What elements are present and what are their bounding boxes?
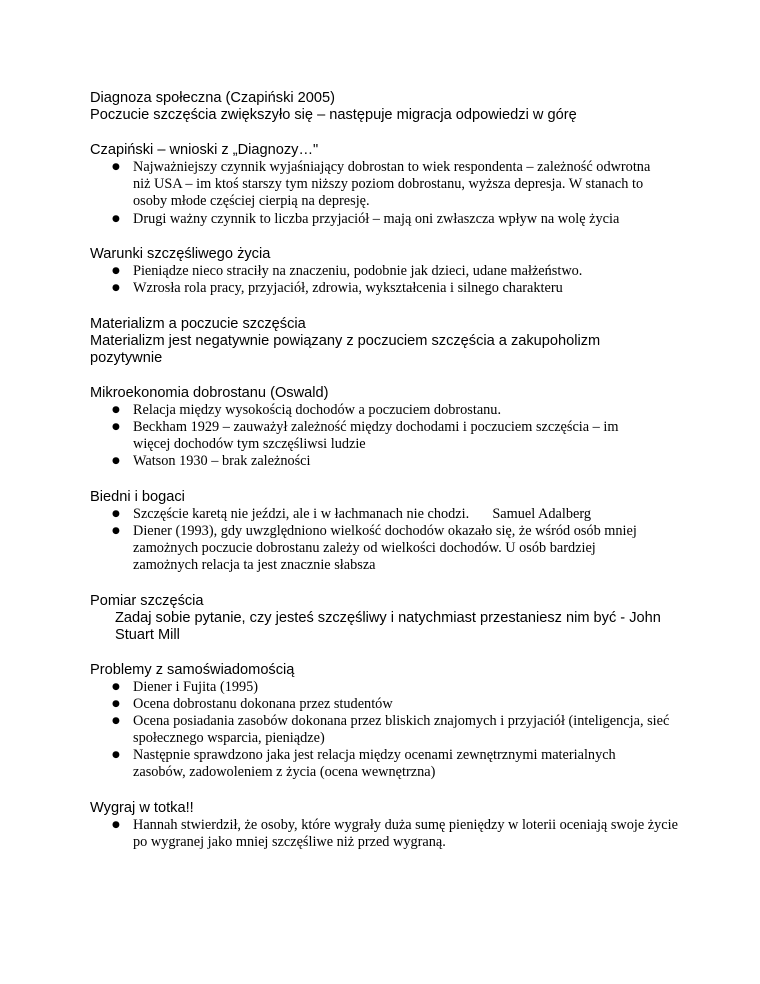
heading-line: Poczucie szczęścia zwiększyło się – następuje migracja odpowiedzi w górę	[90, 107, 577, 123]
section-heading-warunki	[90, 246, 670, 263]
list-item: ● Diener i Fujita (1995)	[133, 679, 678, 696]
heading-line: Materializm a poczucie szczęścia	[90, 316, 306, 332]
heading-line: Diagnoza społeczna (Czapiński 2005)	[90, 90, 335, 106]
list-item: ● Najważniejszy czynnik wyjaśniający dobrostan to wiek respondenta – zależność odwrotna niż USA – im ktoś starszy tym niższy poziom dobrostanu, wyższa depresja. W stanach to osoby młode częściej cierpią na depresję.	[133, 159, 653, 210]
list-item: ● Następnie sprawdzono jaka jest relacja między ocenami zewnętrznymi materialnych zasobów, zadowoleniem z życia (ocena wewnętrzna)	[133, 747, 653, 781]
heading-line: Problemy z samoświadomością	[90, 662, 295, 678]
list-item: ● Wzrosła rola pracy, przyjaciół, zdrowia, wykształcenia i silnego charakteru	[133, 280, 678, 297]
list-item: ● Drugi ważny czynnik to liczba przyjaciół – mają oni zwłaszcza wpływ na wolę życia	[133, 211, 678, 228]
list-item	[133, 506, 678, 523]
quote-text: Szczęście karetą nie jeździ, ale i w łachmanach nie chodzi.	[133, 506, 470, 522]
section-heading-biedni	[90, 489, 670, 506]
list-item: ● Ocena posiadania zasobów dokonana przez bliskich znajomych i przyjaciół (inteligencja, sieć społecznego wsparcia, pieniądze)	[133, 713, 678, 747]
section-heading-czapinski	[90, 142, 670, 159]
quote-author: Samuel Adalberg	[492, 506, 591, 522]
list-item: ● Beckham 1929 – zauważył zależność między dochodami i poczuciem szczęścia – im więcej dochodów tym szczęśliwsi ludzie	[133, 419, 653, 453]
list-item: ● Ocena dobrostanu dokonana przez studentów	[133, 696, 678, 713]
heading-line: Pomiar szczęścia	[90, 593, 204, 609]
heading-line: Warunki szczęśliwego życia	[90, 246, 271, 262]
section-heading-diagnoza	[90, 90, 670, 124]
heading-line: Biedni i bogaci	[90, 489, 185, 505]
section-heading-wygraj	[90, 800, 670, 817]
list-item: ● Watson 1930 – brak zależności	[133, 453, 678, 470]
section-heading-mikroekonomia	[90, 385, 670, 402]
list-item: ● Pieniądze nieco straciły na znaczeniu, podobnie jak dzieci, udane małżeństwo.	[133, 263, 678, 280]
section-heading-pomiar	[90, 593, 670, 610]
heading-line: Materializm jest negatywnie powiązany z poczuciem szczęścia a zakupoholizm pozytywnie	[90, 333, 601, 366]
heading-line: Wygraj w totka!!	[90, 800, 194, 816]
list-item: ● Diener (1993), gdy uwzględniono wielkość dochodów okazało się, że wśród osób mniej zamożnych poczucie dobrostanu zależy od wielkości dochodów. U osób bardziej zamożnych relacja ta jest znacznie słabsza	[133, 523, 663, 574]
list-item: ● Hannah stwierdził, że osoby, które wygrały duża sumę pieniędzy w loterii oceniają swoje życie po wygranej jako mniej szczęśliwe niż przed wygraną.	[133, 817, 678, 851]
heading-line: Czapiński – wnioski z „Diagnozy…"	[90, 142, 319, 158]
section-heading-problemy	[90, 662, 670, 679]
list-item: ● Relacja między wysokością dochodów a poczuciem dobrostanu.	[133, 402, 678, 419]
heading-line: Mikroekonomia dobrostanu (Oswald)	[90, 385, 329, 401]
section-heading-materializm	[90, 316, 630, 367]
quote-mill: Zadaj sobie pytanie, czy jesteś szczęśliwy i natychmiast przestaniesz nim być - John Stuart Mill	[115, 610, 661, 643]
